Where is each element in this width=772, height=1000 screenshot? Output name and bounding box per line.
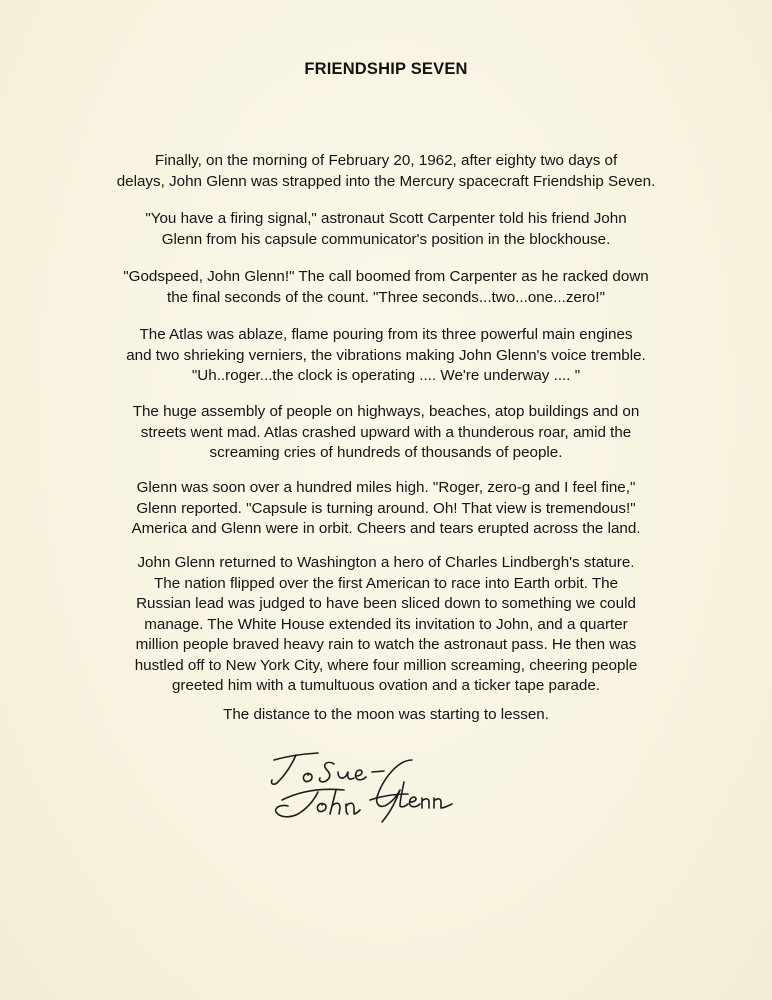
paragraph-5	[86, 402, 686, 464]
paragraph-line: hustled off to New York City, where four million screaming, cheering people	[134, 656, 638, 674]
paragraph-line: Glenn was soon over a hundred miles high. "Roger, zero-g and I feel fine,"	[136, 479, 636, 496]
paragraph-4	[86, 325, 686, 387]
paragraph-line: Finally, on the morning of February 20, 1962, after eighty two days of	[154, 152, 618, 169]
paragraph-line: "You have a firing signal," astronaut Scott Carpenter told his friend John	[145, 210, 627, 227]
paragraph-line: Glenn reported. "Capsule is turning around. Oh! That view is tremendous!"	[136, 499, 636, 517]
paragraph-line: screaming cries of hundreds of thousands of people.	[209, 444, 563, 461]
paragraph-line: The nation flipped over the first American to race into Earth orbit. The	[153, 574, 619, 592]
document-title: FRIENDSHIP SEVEN	[304, 60, 468, 78]
paragraph-line: delays, John Glenn was strapped into the Mercury spacecraft Friendship Seven.	[116, 172, 656, 190]
paragraph-line: The huge assembly of people on highways, beaches, atop buildings and on	[132, 403, 640, 420]
paragraph-7	[86, 553, 686, 697]
handwritten-signature	[262, 738, 472, 828]
paragraph-line: "Godspeed, John Glenn!" The call boomed from Carpenter as he racked down	[123, 268, 649, 285]
paragraph-line: and two shrieking verniers, the vibrations making John Glenn's voice tremble.	[126, 346, 646, 364]
paragraph-line: The Atlas was ablaze, flame pouring from its three powerful main engines	[139, 326, 633, 343]
paragraph-line: "Uh..roger...the clock is operating .... We're underway .... "	[191, 367, 581, 384]
paragraph-8	[86, 705, 686, 726]
paragraph-6	[86, 478, 686, 540]
paragraph-3	[86, 267, 686, 308]
paragraph-line: manage. The White House extended its invitation to John, and a quarter	[144, 615, 628, 633]
paragraph-line: Glenn from his capsule communicator's position in the blockhouse.	[161, 230, 611, 248]
paragraph-line: John Glenn returned to Washington a hero of Charles Lindbergh's stature.	[137, 554, 635, 571]
paragraph-line: greeted him with a tumultuous ovation and a ticker tape parade.	[171, 677, 601, 694]
paragraph-line: the final seconds of the count. "Three seconds...two...one...zero!"	[167, 288, 605, 306]
paragraph-line: million people braved heavy rain to watch the astronaut pass. He then was	[135, 636, 637, 653]
paragraph-line: The distance to the moon was starting to lessen.	[223, 706, 549, 723]
paragraph-1	[86, 151, 686, 192]
paragraph-line: Russian lead was judged to have been sliced down to something we could	[136, 595, 636, 612]
paragraph-2	[86, 209, 686, 250]
paragraph-line: America and Glenn were in orbit. Cheers and tears erupted across the land.	[131, 520, 641, 537]
paragraph-line: streets went mad. Atlas crashed upward with a thunderous roar, amid the	[140, 423, 632, 441]
